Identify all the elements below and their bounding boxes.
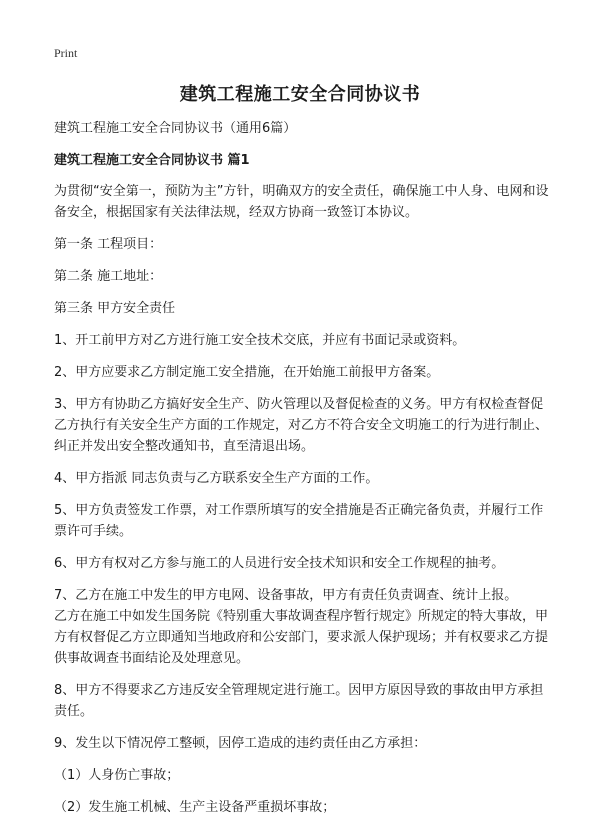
paragraph-article-2: 第二条 施工地址： (54, 269, 163, 284)
section-heading: 建筑工程施工安全合同协议书 篇1 (54, 153, 250, 168)
paragraph-article-3: 第三条 甲方安全责任 (54, 301, 176, 316)
paragraph-item-8: 8、甲方不得要求乙方违反安全管理规定进行施工。因甲方原因导致的事故由甲方承担责任。 (54, 683, 544, 719)
paragraph-subitem-2: （2）发生施工机械、生产主设备严重损坏事故； (54, 800, 336, 815)
paragraph-intro: 为贯彻“安全第一，预防为主”方针，明确双方的安全责任，确保施工中人身、电网和设备安全，根据国家有关法律法规，经双方协商一致签订本协议。 (54, 184, 549, 220)
paragraph-article-1: 第一条 工程项目： (54, 237, 163, 252)
paragraph-item-4: 4、甲方指派 同志负责与乙方联系安全生产方面的工作。 (54, 471, 379, 486)
paragraph-item-5: 5、甲方负责签发工作票，对工作票所填写的安全措施是否正确完备负责，并履行工作票许可手续。 (54, 503, 544, 539)
paragraph-item-2: 2、甲方应要求乙方制定施工安全措施，在开始施工前报甲方备案。 (54, 365, 440, 380)
document-title: 建筑工程施工安全合同协议书 (179, 84, 421, 105)
paragraph-item-6: 6、甲方有权对乙方参与施工的人员进行安全技术知识和安全工作规程的抽考。 (54, 556, 505, 571)
paragraph-item-7: 7、乙方在施工中发生的甲方电网、设备事故，甲方有责任负责调查、统计上报。 (54, 588, 518, 603)
paragraph-item-7-continued: 乙方在施工中如发生国务院《特别重大事故调查程序暂行规定》所规定的特大事故，甲方有权督促乙方立即通知当地政府和公安部门，要求派人保护现场；并有权要求乙方提供事故调查书面结论及处理意见。 (54, 609, 549, 666)
document-subtitle: 建筑工程施工安全合同协议书（通用6篇） (54, 121, 297, 136)
print-label: Print (54, 46, 78, 60)
paragraph-item-9: 9、发生以下情况停工整顿，因停工造成的违约责任由乙方承担： (54, 736, 427, 751)
paragraph-subitem-1: （1）人身伤亡事故； (54, 768, 180, 783)
paragraph-item-3: 3、甲方有协助乙方搞好安全生产、防火管理以及督促检查的义务。甲方有权检查督促乙方执行有关安全生产方面的工作规定，对乙方不符合安全文明施工的行为进行制止、纠正并发出安全整改通知书，直至清退出场。 (54, 397, 549, 454)
document-body (54, 118, 554, 829)
paragraph-item-1: 1、开工前甲方对乙方进行施工安全技术交底，并应有书面记录或资料。 (54, 333, 466, 348)
